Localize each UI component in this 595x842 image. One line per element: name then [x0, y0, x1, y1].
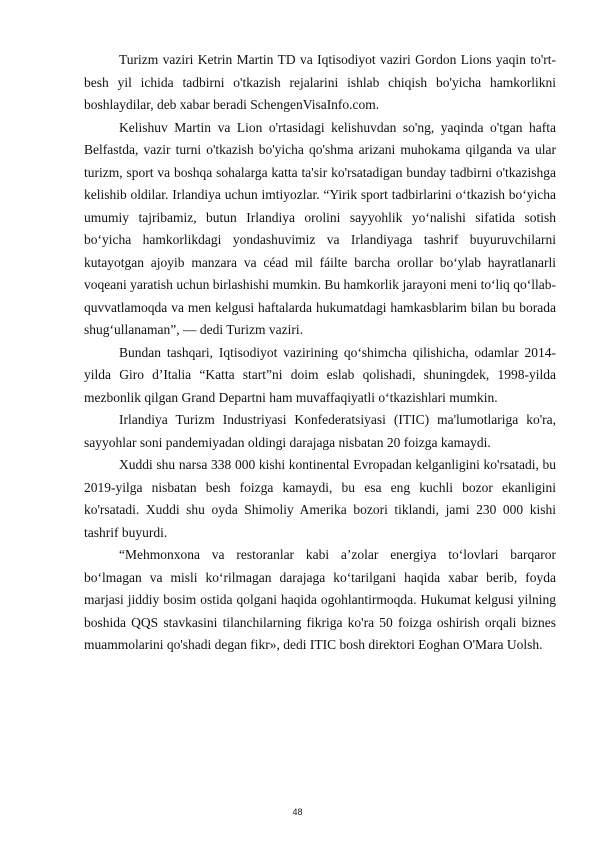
paragraph-3: Bundan tashqari, Iqtisodiyot vazirining qo‘shimcha qilishicha, odamlar 2014-yilda Giro d’Italia “Katta start”ni doim eslab qolishadi, shuningdek, 1998-yilda mezbonlik qilgan Grand Departni ham muvaffaqiyatli o‘tkazishlari mumkin.	[84, 344, 556, 405]
paragraph-2: Kelishuv Martin va Lion o'rtasidagi kelishuvdan so'ng, yaqinda o'tgan hafta Belfastda, vazir turni o'tkazish bo'yicha qo'shma arizani muhokama qilganda va ular turizm, sport va boshqa sohalarga katta ta'sir ko'rsatadigan bunday tadbirni o'tkazishga kelishib oldilar. Irlandiya uchun imtiyozlar. “Yirik sport tadbirlarini o‘tkazish bo‘yicha umumiy tajribamiz, butun Irlandiya orolini sayyohlik yo‘nalishi sifatida sotish bo‘yicha hamkorlikdagi yondashuvimiz va Irlandiyaga tashrif buyuruvchilarni kutayotgan ajoyib manzara va céad mil fáilte barcha orollar bo‘ylab hayratlanarli voqeani yaratish uchun birlashishi mumkin. Bu hamkorlik jarayoni meni to‘liq qo‘llab-quvvatlamoqda va men kelgusi haftalarda hukumatdagi hamkasblarim bilan bu borada shug‘ullanaman”, — dedi Turizm vaziri.	[84, 119, 556, 337]
page-number: 48	[292, 807, 303, 817]
paragraph-6: “Mehmonxona va restoranlar kabi a’zolar energiya to‘lovlari barqaror bo‘lmagan va misli ko‘rilmagan darajaga ko‘tarilgani haqida xabar berib, foyda marjasi jiddiy bosim ostida qolgani haqida ogohlantirmoqda. Hukumat kelgusi yilning boshida QQS stavkasini tilanchilarning fikriga ko'ra 50 foizga oshirish orqali biznes muammolarini qo'shadi degan fikr», dedi ITIC bosh direktori Eoghan O'Mara Uolsh.	[84, 547, 556, 652]
paragraph-1: Turizm vaziri Ketrin Martin TD va Iqtisodiyot vaziri Gordon Lions yaqin to'rt-besh yil ichida tadbirni o'tkazish rejalarini ishlab chiqish bo'yicha hamkorlikni boshlaydilar, deb xabar beradi SchengenVisaInfo.com.	[84, 52, 556, 112]
document-body	[84, 49, 556, 657]
paragraph-5: Xuddi shu narsa 338 000 kishi kontinental Evropadan kelganligini ko'rsatadi, bu 2019-yilga nisbatan besh foizga kamaydi, bu esa eng kuchli bozor ekanligini ko'rsatadi. Xuddi shu oyda Shimoliy Amerika bozori tiklandi, jami 230 000 kishi tashrif buyurdi.	[84, 457, 556, 540]
paragraph-4: Irlandiya Turizm Industriyasi Konfederatsiyasi (ITIC) ma'lumotlariga ko'ra, sayyohlar soni pandemiyadan oldingi darajaga nisbatan 20 foizga kamaydi.	[84, 412, 556, 450]
